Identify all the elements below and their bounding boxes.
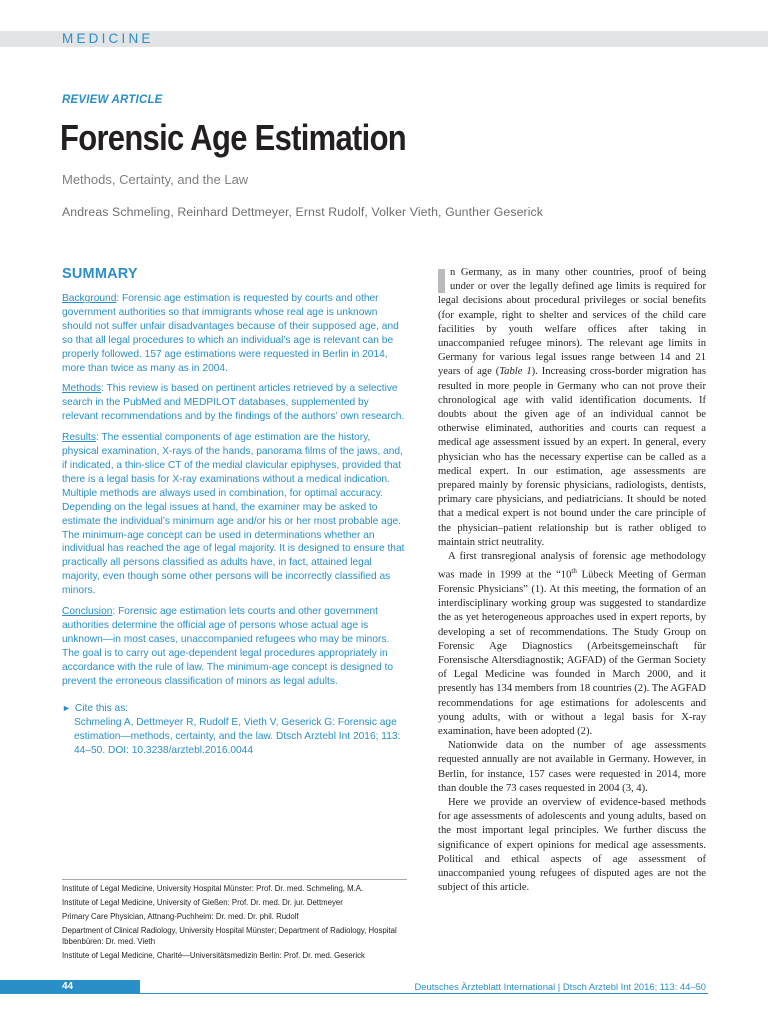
p1-text-b: ). Increasing cross-border migration has resulted in more people in Germany who can not prove their chronological age with valid identification documents. If doubts about the given age of an individual cannot be otherwise eliminated, authorities and courts can request a medical age assessment issued by an expert. In general, every physician who has the necessary expertise can be called as a medical expert. In our estimation, age assessments are prepared mainly by forensic physicians, radiologists, dentists, primary care physicians, and pediatricians. It should be noted that a medical expert is not bound under the care principle of the physician–patient relationship but is rather obliged to maintain strict neutrality. xyxy=(438,366,706,548)
body-paragraph-3: Nationwide data on the number of age assessments requested annually are not available in Germany. However, in Berlin, for instance, 157 cases were requested in 2014, more than double the 73 cases requested in 2004 (3, 4). xyxy=(438,740,706,794)
dropcap-bar xyxy=(438,269,445,293)
p1-text-a: n Germany, as in many other countries, proof of being under or over the legally defined age limits is required for legal decisions about procedural privileges or social benefits (for example, right to shelter and services of the child care facilities by youth welfare offices after taking in unaccompanied refugee minors). The relevant age limits in Germany for various legal issues range between 14 and 21 years of age ( xyxy=(438,267,706,378)
background-label: Background xyxy=(62,293,117,304)
article-type: REVIEW ARTICLE xyxy=(62,94,163,106)
methods-text: : This review is based on pertinent articles retrieved by a selective search in the PubMed and MEDPILOT databases, supplemented by relevant recommendations and by the findings of the authors’ own research. xyxy=(62,383,405,423)
affiliation: Primary Care Physician, Attnang-Puchheim: Dr. med. Dr. phil. Rudolf xyxy=(62,912,299,922)
p2-text-b: Lübeck Meeting of German Forensic Physicians” (1). At this meeting, the formation of an interdisciplinary working group was suggested to standardize the as yet heterogeneous approaches used in expert reports, by developing a set of recommendations. The Study Group on Forensic Age Diagnostics (Arbeitsgemeinschaft für Forensische Altersdiagnostik; AGFAD) of the German Society of Legal Medicine was founded in March 2000, and it presently has 134 members from 18 countries (2). The AGFAD recommendations for age estimations for adolescents and young adults, with or without a legal basis for X-ray examination, have been adopted (2). xyxy=(438,569,706,738)
cite-label: Cite this as: xyxy=(74,703,129,715)
section-label: MEDICINE xyxy=(62,31,154,46)
summary-results xyxy=(62,431,407,598)
results-label: Results xyxy=(62,432,96,444)
results-text: : The essential components of age estimation are the history, physical examination, X-rays of the hands, panorama films of the jaws, and, if indicated, a thin-slice CT of the medial clavicular epiphyses, provided that there is a legal basis for X-ray examinations without a medical indication. Multiple methods are always used in combination, for optimal accuracy. Depending on the legal issues at hand, the examiner may be asked to estimate the individual’s minimum age and/or his or her most probable age. The minimum-age concept can be used in determinations whether an individual has reached the age of legal majority. It is designed to ensure that practically all persons classified as adults have, in fact, attained legal majority, even though some other persons will be incorrectly classified as minors. xyxy=(62,432,405,597)
conclusion-text: : Forensic age estimation lets courts and other government authorities determine the official age of persons whose actual age is unknown—in most cases, unaccompanied refugees who may be minors. The goal is to carry out age-dependent legal procedures appropriately in accordance with the rule of law. The minimum-age concept is designed to prevent the erroneous classification of minors as legal adults. xyxy=(62,606,394,687)
body-column xyxy=(438,266,706,895)
summary-background xyxy=(62,292,407,375)
cite-block xyxy=(62,702,407,758)
methods-label: Methods xyxy=(62,383,102,395)
cite-text: Schmeling A, Dettmeyer R, Rudolf E, Vieth V, Geserick G: Forensic age estimation—methods, certainty, and the law. Dtsch Arztebl Int 2016; 113: 44–50. DOI: 10.3238/arztebl.2016.0044 xyxy=(74,717,401,757)
footnote-divider xyxy=(62,879,407,880)
table-1-reference: Table 1 xyxy=(499,366,532,378)
article-title: Forensic Age Estimation xyxy=(60,117,407,158)
summary-heading: SUMMARY xyxy=(62,266,138,282)
affiliation: Institute of Legal Medicine, Charité—Universitätsmedizin Berlin: Prof. Dr. med. Geserick xyxy=(62,950,365,960)
summary-block xyxy=(62,292,407,758)
affiliation: Institute of Legal Medicine, University of Gießen: Prof. Dr. med. Dr. jur. Dettmeyer xyxy=(62,898,343,908)
affiliations xyxy=(62,884,407,965)
p2-superscript: th xyxy=(571,567,577,576)
p2-text-a: A first transregional analysis of forensic age methodology was made in 1999 at the “10 xyxy=(438,551,706,581)
journal-citation: Deutsches Ärzteblatt International | Dtsch Arztebl Int 2016; 113: 44–50 xyxy=(414,981,706,992)
article-authors: Andreas Schmeling, Reinhard Dettmeyer, Ernst Rudolf, Volker Vieth, Gunther Geserick xyxy=(62,205,544,219)
page-number: 44 xyxy=(62,981,74,992)
background-text: : Forensic age estimation is requested by courts and other government authorities so that immigrants whose real age is unknown should not suffer unfair disadvantages because of their supposed age, and so that all legal procedures to which an individual’s age is relevant can be properly followed. 157 age estimations were requested in Berlin in 2014, more than twice as many as in 2004. xyxy=(62,293,399,374)
affiliation: Department of Clinical Radiology, University Hospital Münster; Department of Radiology, Hospital Ibbenbüren: Dr. med. Vieth xyxy=(62,926,397,946)
body-paragraph-2 xyxy=(438,550,706,739)
article-subtitle: Methods, Certainty, and the Law xyxy=(62,172,249,187)
triangle-icon: ► xyxy=(62,703,71,714)
summary-conclusion xyxy=(62,605,407,688)
summary-methods xyxy=(62,382,407,424)
body-paragraph-1 xyxy=(438,266,706,550)
cite-heading xyxy=(62,702,407,716)
affiliation: Institute of Legal Medicine, University Hospital Münster: Prof. Dr. med. Schmeling, M.A. xyxy=(62,884,364,893)
body-paragraph-4: Here we provide an overview of evidence-based methods for age assessments of adolescents and young adults, based on the most important legal principles. We further discuss the significance of expert opinions for medical age assessments. Political and ethical aspects of age assessment of unaccompanied young refugees of disputed ages are not the subject of this article. xyxy=(438,797,706,894)
conclusion-label: Conclusion xyxy=(62,606,113,618)
